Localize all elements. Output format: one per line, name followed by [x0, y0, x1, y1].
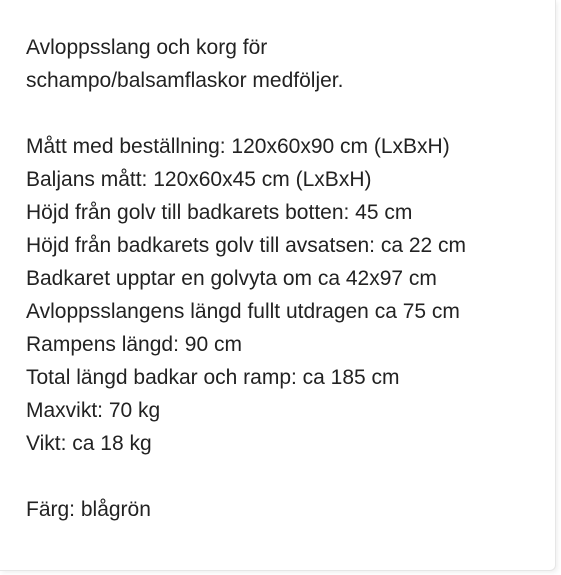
spec-line-ramp-length: Rampens längd: 90 cm — [26, 333, 242, 356]
spec-line-hose-length: Avloppsslangens längd fullt utdragen ca 75 cm — [26, 300, 460, 323]
spec-line-ledge-height: Höjd från badkarets golv till avsatsen: ca 22 cm — [26, 234, 467, 257]
spec-line-ordered-dimensions: Mått med beställning: 120x60x90 cm (LxBxH) — [26, 135, 450, 158]
product-description — [26, 31, 546, 526]
paragraph-gap — [26, 460, 546, 493]
spec-line-max-weight: Maxvikt: 70 kg — [26, 399, 161, 422]
paragraph-gap — [26, 97, 546, 130]
spec-line-floor-height: Höjd från golv till badkarets botten: 45 cm — [26, 201, 413, 224]
intro-line-1: Avloppsslang och korg för — [26, 36, 268, 59]
spec-line-tub-dimensions: Baljans mått: 120x60x45 cm (LxBxH) — [26, 168, 372, 191]
spec-line-floor-area: Badkaret upptar en golvyta om ca 42x97 cm — [26, 267, 437, 290]
spec-line-total-length: Total längd badkar och ramp: ca 185 cm — [26, 366, 400, 389]
color-line: Färg: blågrön — [26, 498, 151, 521]
intro-line-2: schampo/balsamflaskor medföljer. — [26, 69, 344, 92]
spec-line-weight: Vikt: ca 18 kg — [26, 432, 152, 455]
